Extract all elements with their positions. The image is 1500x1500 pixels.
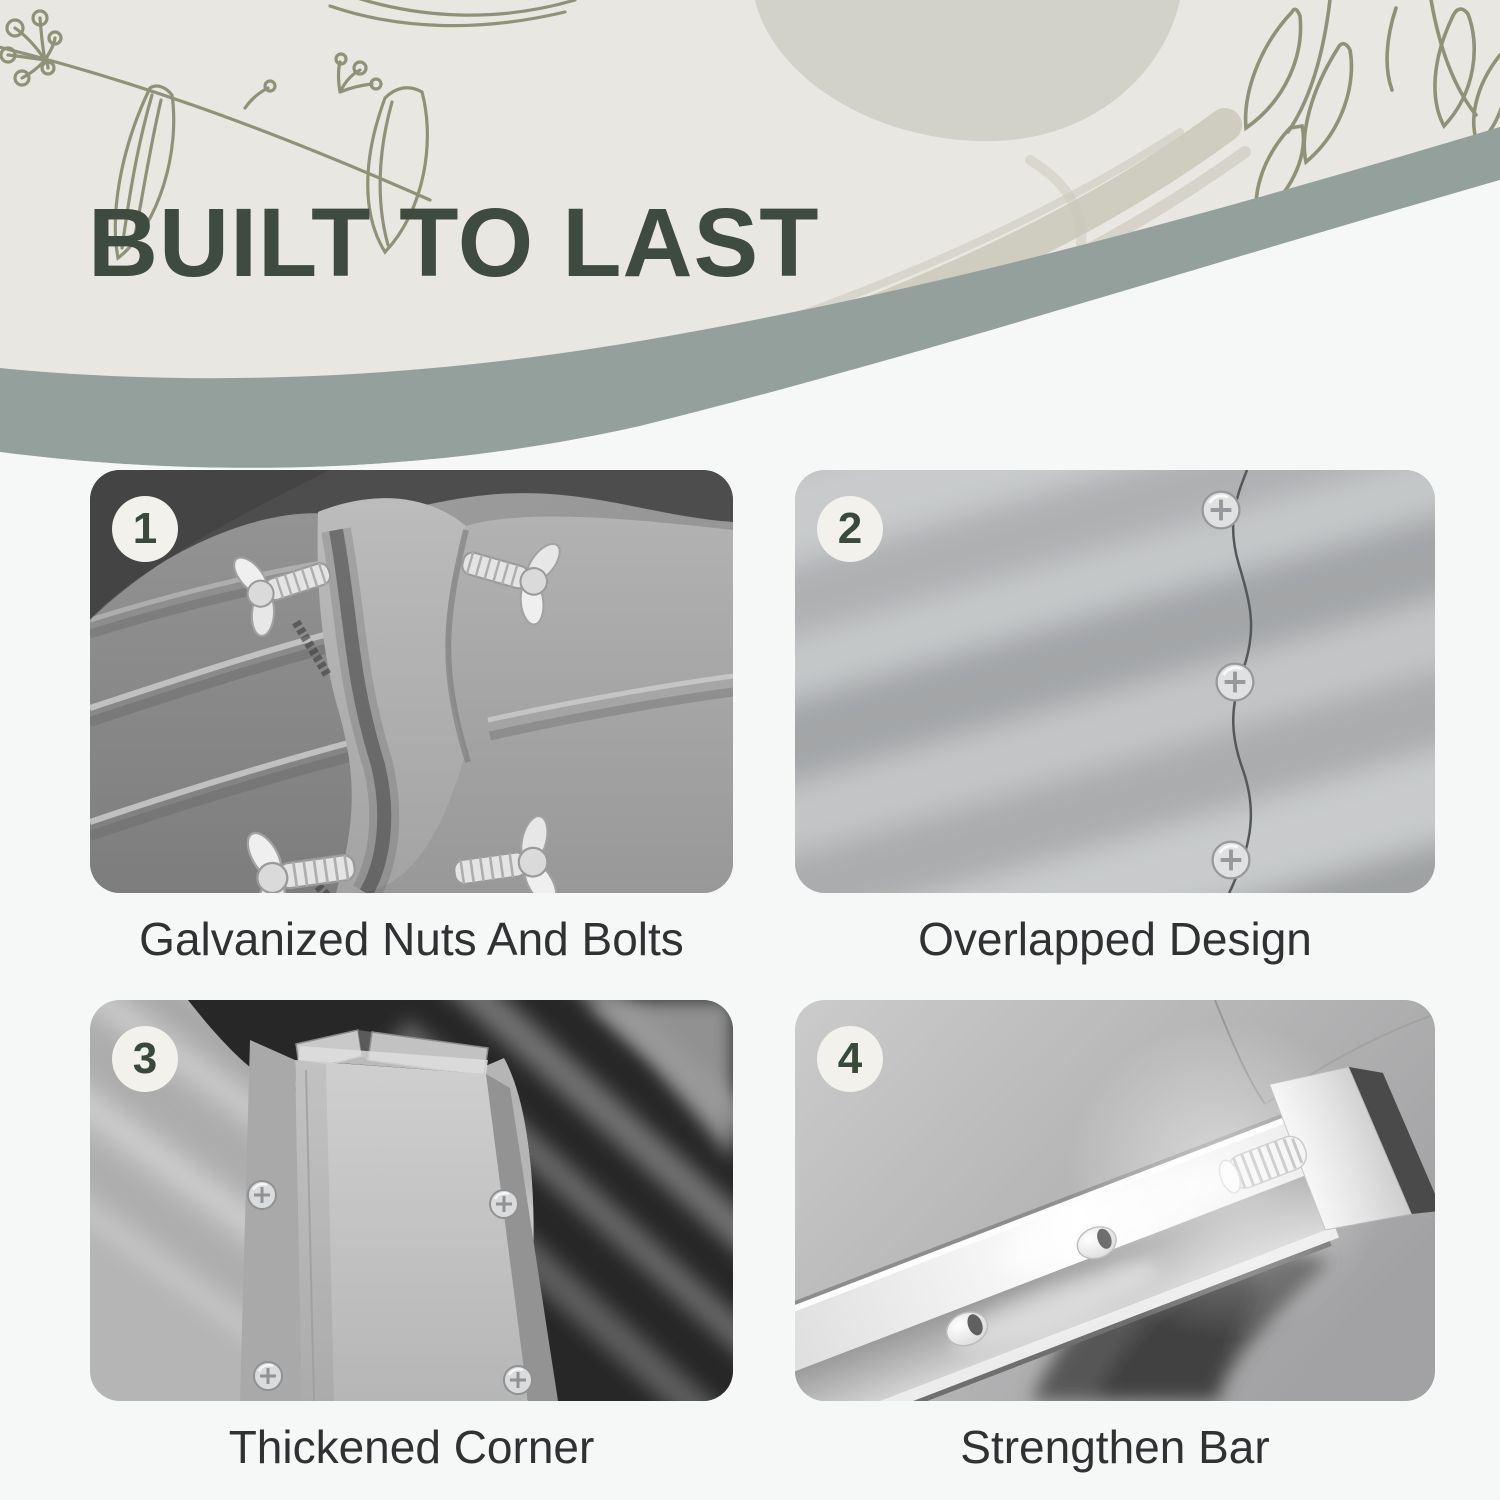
feature-number: 2 [837,504,863,553]
feature-caption-3: Thickened Corner [228,1421,595,1473]
photo-4-illustration [795,1000,1435,1401]
galvanized-nuts-and-bolts-photo [90,470,733,893]
feature-caption-1: Galvanized Nuts And Bolts [139,913,684,965]
feature-number: 4 [837,1034,863,1083]
feature-number: 3 [132,1034,158,1083]
feature-number-badge-1 [112,496,178,562]
feature-number-badge-2 [817,496,883,562]
photo-1-illustration [90,470,733,893]
feature-card-3 [90,1000,733,1473]
strengthen-bar-photo [795,1000,1435,1401]
feature-number-badge-3 [112,1026,178,1092]
feature-card-2 [795,470,1435,965]
overlapped-corrugated-panels-photo [795,470,1435,893]
feature-caption-2: Overlapped Design [918,913,1312,965]
photo-2-illustration [795,470,1435,893]
photo-3-illustration [90,1000,733,1401]
feature-card-1 [90,470,733,965]
thickened-corner-bracket-photo [90,1000,733,1401]
feature-number-badge-4 [817,1026,883,1092]
feature-card-4 [795,1000,1435,1473]
feature-number: 1 [132,504,158,553]
page-title: BUILT TO LAST [88,188,820,297]
feature-caption-4: Strengthen Bar [960,1421,1270,1473]
